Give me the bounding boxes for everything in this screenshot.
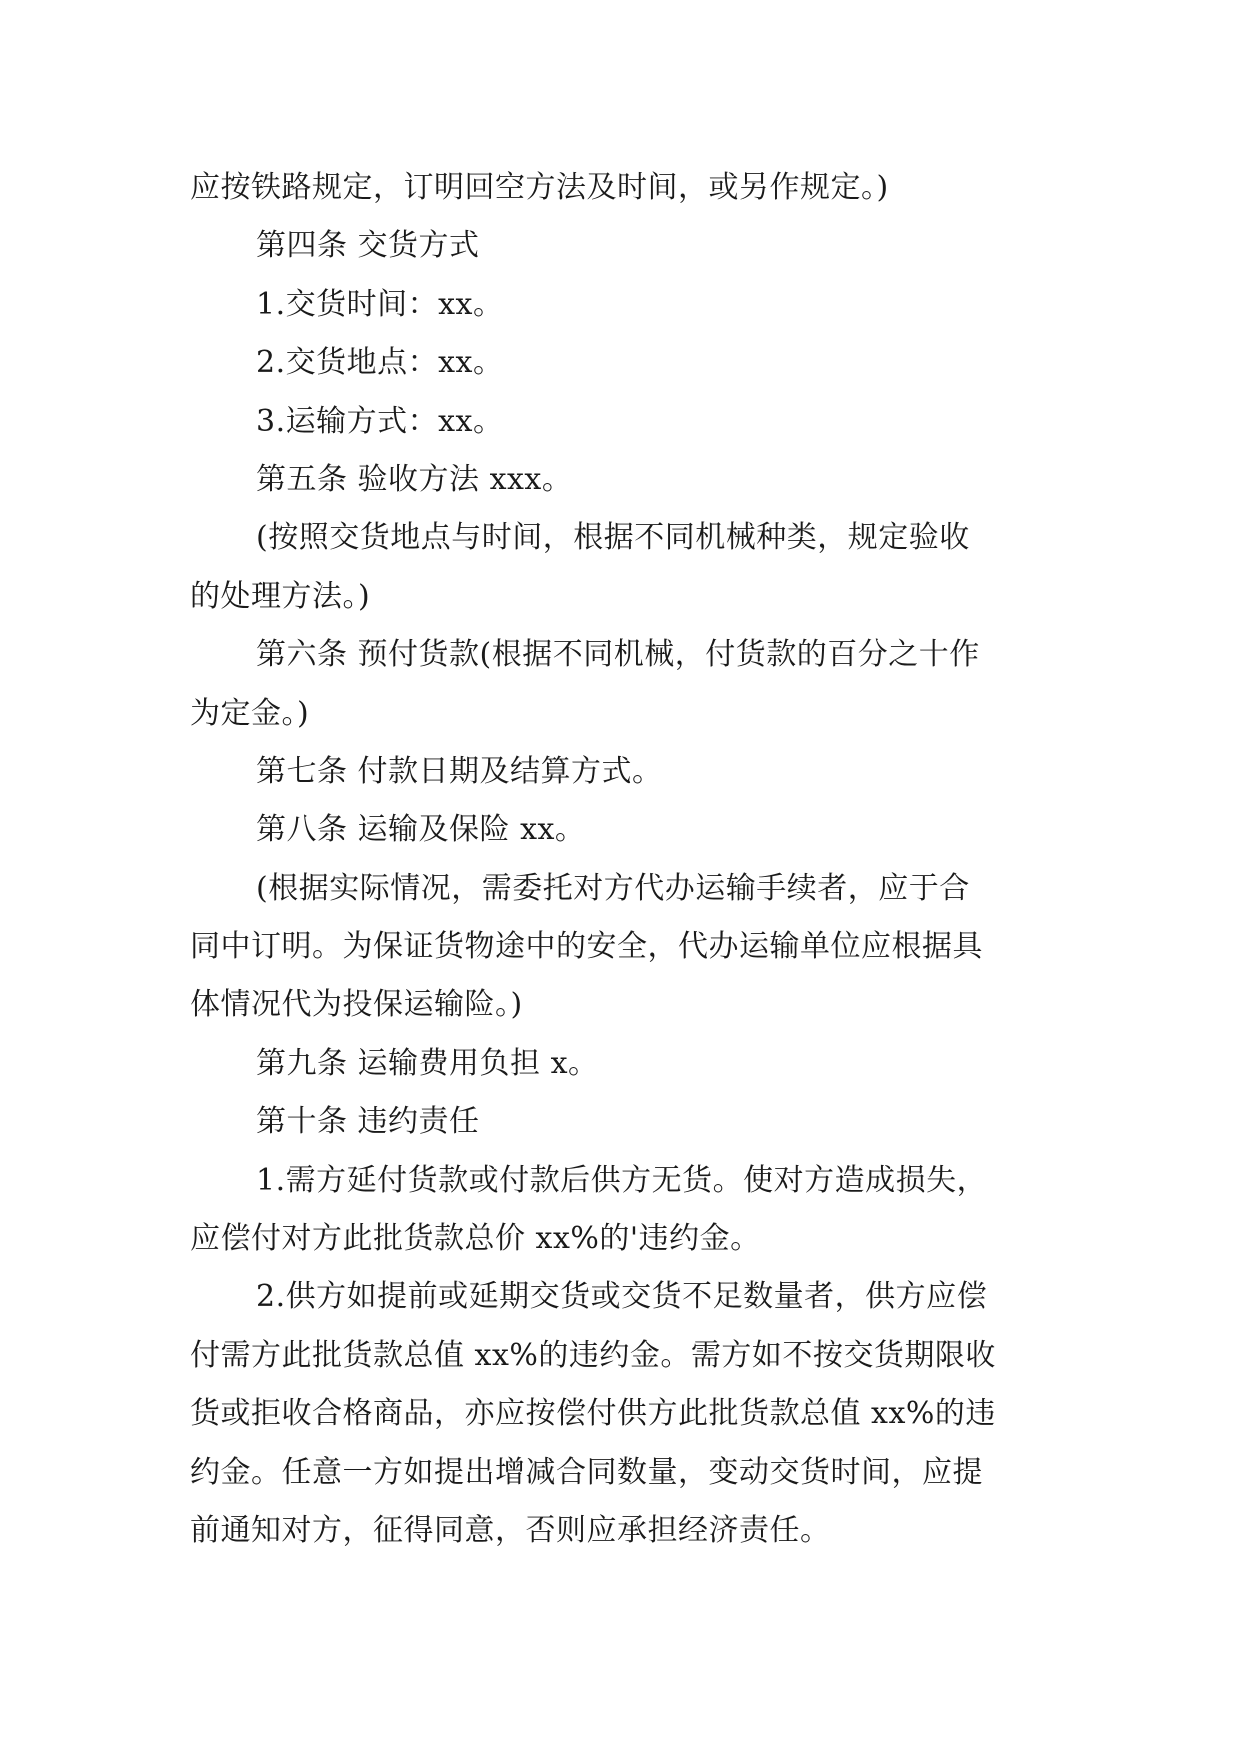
text-line: 为定金。) [190,695,310,731]
article-5-heading: 第五条 验收方法 xxx。 [256,461,573,497]
text-line: 约金。任意一方如提出增减合同数量，变动交货时间，应提 [190,1454,983,1490]
liability-item-2: 2.供方如提前或延期交货或交货不足数量者，供方应偿 [256,1279,988,1315]
text-line: 货或拒收合格商品，亦应按偿付供方此批货款总值 xx%的违 [190,1396,996,1432]
text-line: 前通知对方，征得同意，否则应承担经济责任。 [190,1512,831,1548]
delivery-location-item: 2.交货地点：xx。 [256,345,504,381]
transport-method-item: 3.运输方式：xx。 [256,403,504,439]
text-line: (根据实际情况，需委托对方代办运输手续者，应于合 [256,870,970,906]
text-line: 同中订明。为保证货物途中的安全，代办运输单位应根据具 [190,929,983,965]
text-line: 应按铁路规定，订明回空方法及时间，或另作规定。) [190,170,889,205]
text-line: 付需方此批货款总值 xx%的违约金。需方如不按交货期限收 [190,1337,996,1373]
article-9-heading: 第九条 运输费用负担 x。 [256,1045,599,1081]
article-4-heading: 第四条 交货方式 [256,228,480,264]
text-line: 的处理方法。) [190,578,371,614]
article-8-heading: 第八条 运输及保险 xx。 [256,812,586,848]
article-7-heading: 第七条 付款日期及结算方式。 [256,753,663,789]
text-line: 应偿付对方此批货款总价 xx%的'违约金。 [190,1221,761,1257]
text-line: 体情况代为投保运输险。) [190,987,523,1023]
article-10-heading: 第十条 违约责任 [256,1104,480,1140]
document-body [190,159,1052,1560]
liability-item-1: 1.需方延付货款或付款后供方无货。使对方造成损失， [256,1162,988,1198]
article-6-heading: 第六条 预付货款(根据不同机械，付货款的百分之十作 [256,637,980,673]
text-line: (按照交货地点与时间，根据不同机械种类，规定验收 [256,520,970,556]
delivery-time-item: 1.交货时间：xx。 [256,286,504,322]
